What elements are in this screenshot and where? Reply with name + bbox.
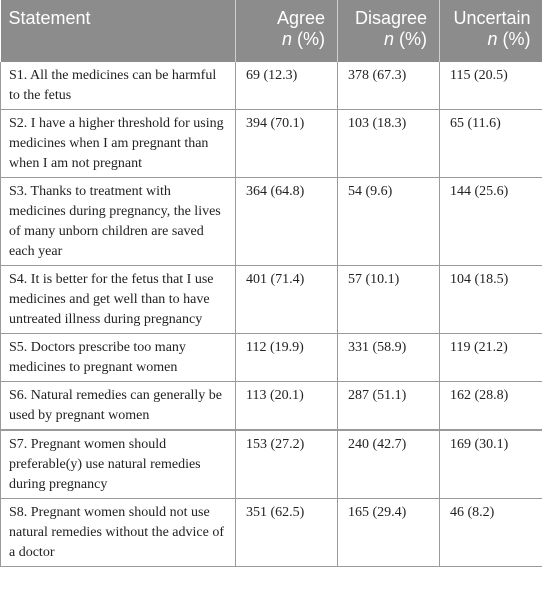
- header-uncertain-label: Uncertain: [453, 8, 531, 28]
- agree-cell: 394 (70.1): [236, 110, 338, 178]
- agree-cell: 112 (19.9): [236, 334, 338, 382]
- disagree-cell: 378 (67.3): [338, 62, 440, 110]
- agree-cell: 153 (27.2): [236, 430, 338, 499]
- table-row: [1, 430, 542, 499]
- statement-cell: S2. I have a higher threshold for using medicines when I am pregnant than when I am not pregnant: [1, 110, 236, 178]
- agree-cell: 351 (62.5): [236, 499, 338, 567]
- agree-cell: 113 (20.1): [236, 382, 338, 431]
- disagree-cell: 103 (18.3): [338, 110, 440, 178]
- uncertain-cell: 46 (8.2): [440, 499, 542, 567]
- uncertain-cell: 169 (30.1): [440, 430, 542, 499]
- disagree-cell: 54 (9.6): [338, 178, 440, 266]
- statement-cell: S6. Natural remedies can generally be used by pregnant women: [1, 382, 236, 431]
- table-row: [1, 178, 542, 266]
- table-header: [1, 0, 542, 62]
- statement-cell: S7. Pregnant women should preferable(y) use natural remedies during pregnancy: [1, 430, 236, 499]
- statement-cell: S1. All the medicines can be harmful to the fetus: [1, 62, 236, 110]
- table-row: [1, 266, 542, 334]
- header-uncertain: [440, 0, 542, 62]
- table-row: [1, 110, 542, 178]
- header-disagree: [338, 0, 440, 62]
- header-row: [1, 0, 542, 62]
- header-statement: Statement: [8, 8, 91, 28]
- disagree-cell: 57 (10.1): [338, 266, 440, 334]
- disagree-cell: 331 (58.9): [338, 334, 440, 382]
- disagree-cell: 287 (51.1): [338, 382, 440, 431]
- disagree-cell: 240 (42.7): [338, 430, 440, 499]
- disagree-cell: 165 (29.4): [338, 499, 440, 567]
- table-row: [1, 382, 542, 431]
- uncertain-cell: 115 (20.5): [440, 62, 542, 110]
- statement-cell: S3. Thanks to treatment with medicines during pregnancy, the lives of many unborn children are saved each year: [1, 178, 236, 266]
- table-row: [1, 334, 542, 382]
- agree-cell: 69 (12.3): [236, 62, 338, 110]
- uncertain-cell: 119 (21.2): [440, 334, 542, 382]
- header-agree-unit: n (%): [281, 29, 325, 49]
- table-row: [1, 62, 542, 110]
- agree-cell: 364 (64.8): [236, 178, 338, 266]
- table-row: [1, 499, 542, 567]
- header-agree-label: Agree: [276, 8, 325, 28]
- agree-cell: 401 (71.4): [236, 266, 338, 334]
- statement-cell: S5. Doctors prescribe too many medicines to pregnant women: [1, 334, 236, 382]
- statement-cell: S8. Pregnant women should not use natural remedies without the advice of a doctor: [1, 499, 236, 567]
- uncertain-cell: 144 (25.6): [440, 178, 542, 266]
- statement-cell: S4. It is better for the fetus that I use medicines and get well than to have untreated illness during pregnancy: [1, 266, 236, 334]
- header-disagree-unit: n (%): [383, 29, 427, 49]
- uncertain-cell: 104 (18.5): [440, 266, 542, 334]
- header-uncertain-unit: n (%): [487, 29, 531, 49]
- header-agree: [236, 0, 338, 62]
- header-disagree-label: Disagree: [354, 8, 427, 28]
- table-body: [1, 62, 542, 567]
- uncertain-cell: 65 (11.6): [440, 110, 542, 178]
- uncertain-cell: 162 (28.8): [440, 382, 542, 431]
